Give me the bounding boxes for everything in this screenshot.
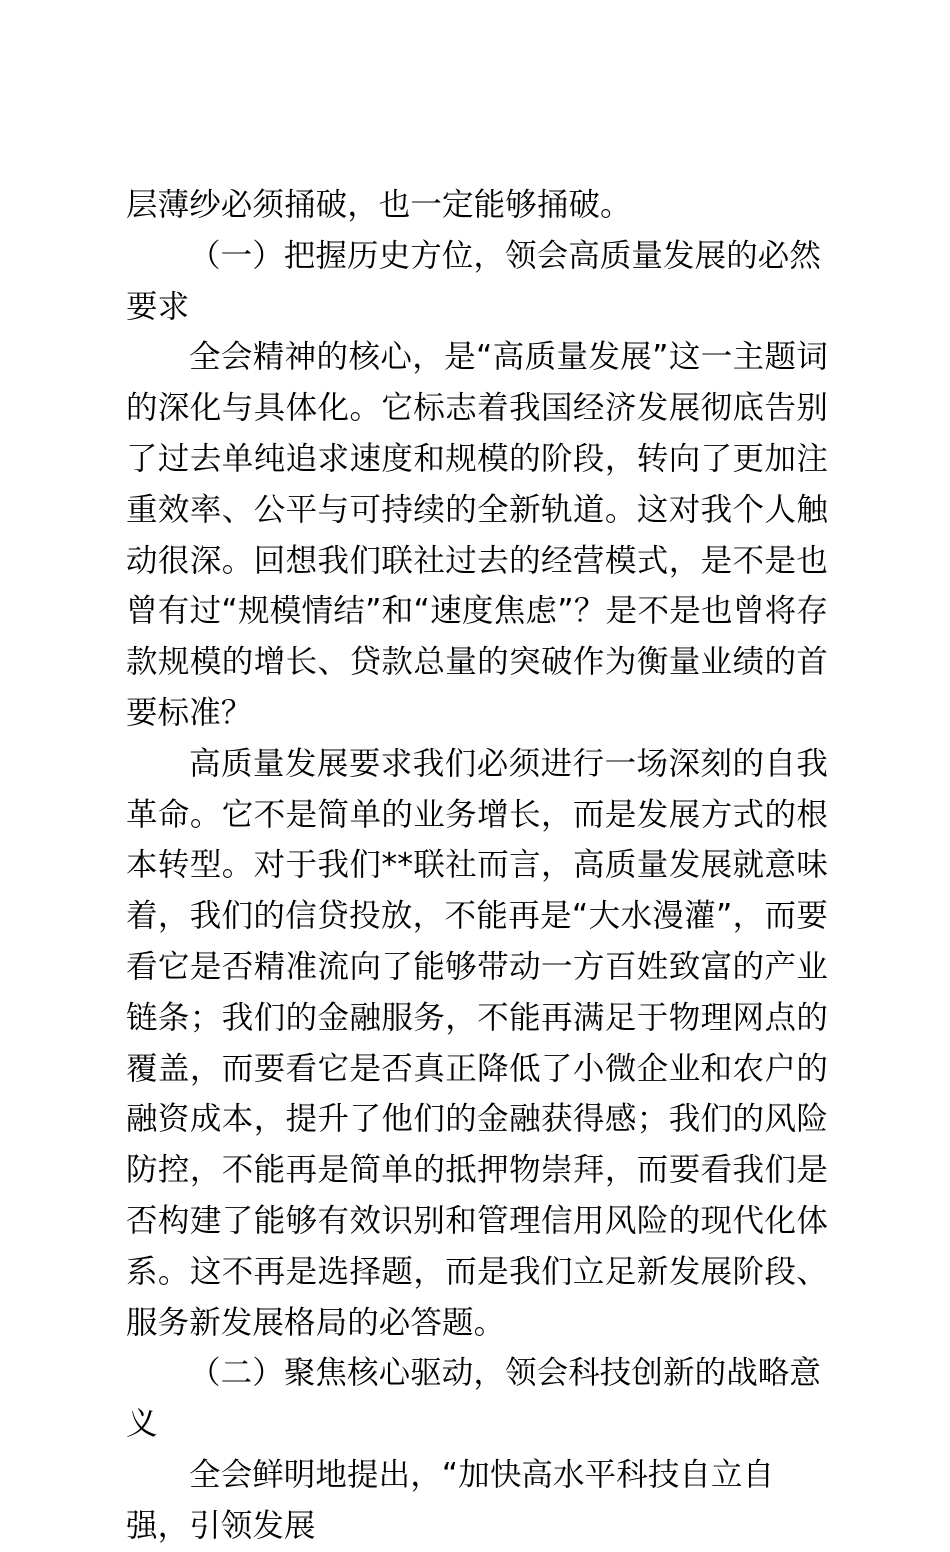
paragraph-continuation: 层薄纱必须捅破，也一定能够捅破。 <box>126 187 632 223</box>
paragraph-sci-tech-innovation: 全会鲜明地提出，“加快高水平科技自立自强，引领发展 <box>126 1456 775 1544</box>
paragraph-self-revolution: 高质量发展要求我们必须进行一场深刻的自我革命。它不是简单的业务增长，而是发展方式的根本转型。对于我们**联社而言，高质量发展就意味着，我们的信贷投放，不能再是“大水漫灌”，而要看它是否精准流向了能够带动一方百姓致富的产业链条；我们的金融服务，不能再满足于物理网点的覆盖，而要看它是否真正降低了小微企业和农户的融资成本，提升了他们的金融获得感；我们的风险防控，不能再是简单的抵押物崇拜，而要看我们是否构建了能够有效识别和管理信用风险的现代化体系。这不再是选择题，而是我们立足新发展阶段、服务新发展格局的必答题。 <box>126 745 828 1341</box>
paragraph-high-quality-development-core: 全会精神的核心，是“高质量发展”这一主题词的深化与具体化。它标志着我国经济发展彻底告别了过去单纯追求速度和规模的阶段，转向了更加注重效率、公平与可持续的全新轨道。这对我个人触动很深。回想我们联社过去的经营模式，是不是也曾有过“规模情结”和“速度焦虑”？是不是也曾将存款规模的增长、贷款总量的突破作为衡量业绩的首要标准？ <box>126 339 828 731</box>
section-heading-two: （二）聚焦核心驱动，领会科技创新的战略意义 <box>126 1355 822 1443</box>
section-heading-one: （一）把握历史方位，领会高质量发展的必然要求 <box>126 237 822 325</box>
document-body <box>126 180 828 1552</box>
